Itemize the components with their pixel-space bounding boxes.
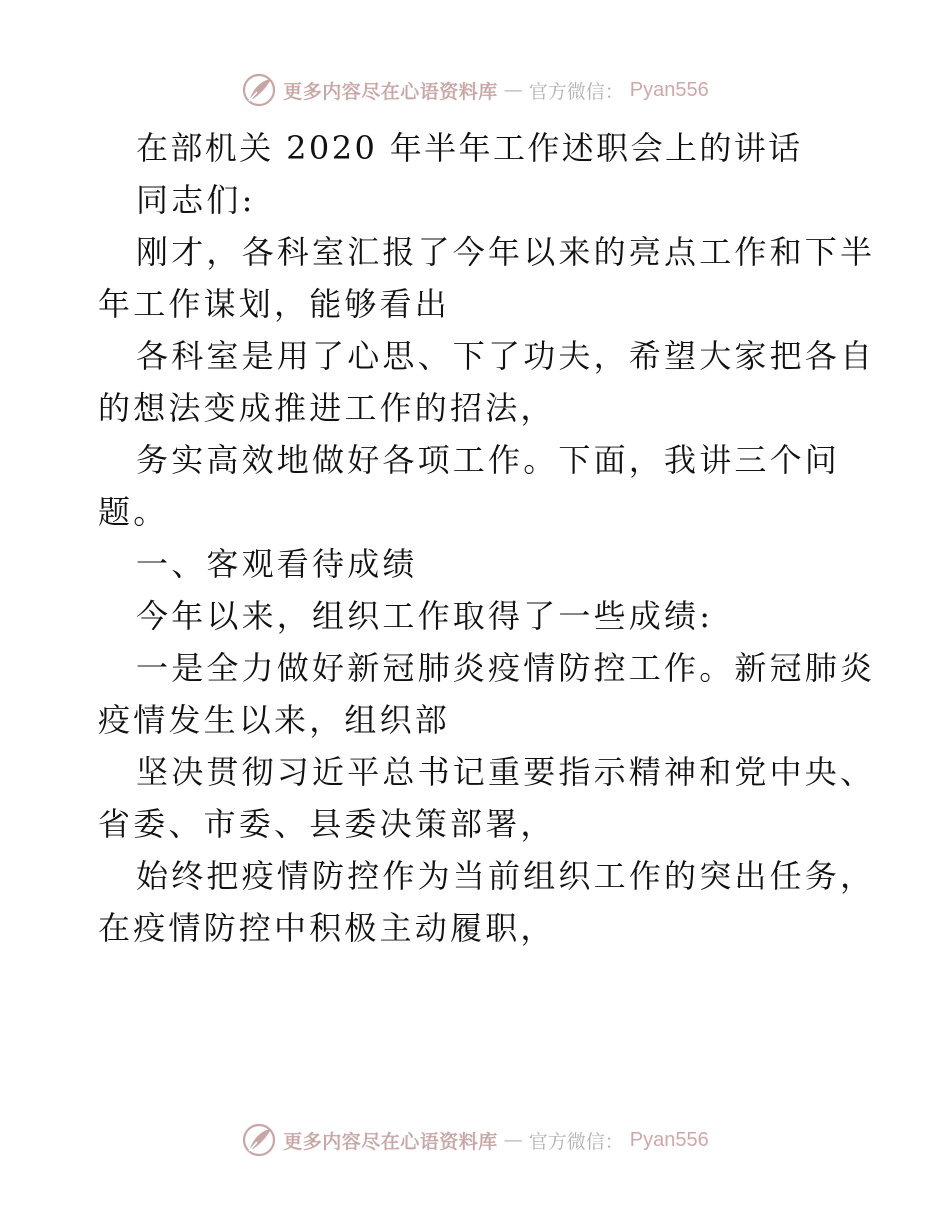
paragraph-line: 在疫情防控中积极主动履职， bbox=[98, 909, 556, 947]
paragraph-line: 坚决贯彻习近平总书记重要指示精神和党中央、 bbox=[136, 753, 876, 791]
watermark-account: Pyan556 bbox=[629, 78, 709, 101]
quill-logo-icon bbox=[241, 72, 277, 108]
watermark-site-text: 更多内容尽在心语资料库 bbox=[283, 1130, 498, 1153]
watermark-account: Pyan556 bbox=[629, 1128, 709, 1151]
paragraph-line: 题。 bbox=[98, 493, 169, 531]
paragraph-line: 务实高效地做好各项工作。下面，我讲三个问 bbox=[136, 441, 841, 479]
watermark-dash: — bbox=[503, 1129, 523, 1151]
document-title: 在部机关 2020 年半年工作述职会上的讲话 bbox=[136, 129, 803, 167]
paragraph-line: 今年以来，组织工作取得了一些成绩: bbox=[136, 597, 714, 635]
paragraph-line: 同志们: bbox=[136, 181, 256, 219]
paragraph-line: 疫情发生以来，组织部 bbox=[98, 701, 451, 739]
paragraph-line: 年工作谋划，能够看出 bbox=[98, 285, 451, 323]
section-heading: 一、客观看待成绩 bbox=[136, 545, 418, 583]
paragraph-line: 一是全力做好新冠肺炎疫情防控工作。新冠肺炎 bbox=[136, 649, 876, 687]
header-watermark bbox=[0, 70, 950, 110]
paragraph-line: 省委、市委、县委决策部署， bbox=[98, 805, 556, 843]
paragraph-line: 刚才，各科室汇报了今年以来的亮点工作和下半 bbox=[136, 233, 876, 271]
paragraph-line: 的想法变成推进工作的招法， bbox=[98, 389, 556, 427]
quill-logo-icon bbox=[241, 1122, 277, 1158]
watermark-dash: — bbox=[503, 79, 523, 101]
paragraph-line: 各科室是用了心思、下了功夫，希望大家把各自 bbox=[136, 337, 876, 375]
watermark-wechat-label: 官方微信： bbox=[528, 80, 624, 103]
watermark-wechat-label: 官方微信： bbox=[528, 1130, 624, 1153]
paragraph-line: 始终把疫情防控作为当前组织工作的突出任务， bbox=[136, 857, 876, 895]
watermark-site-text: 更多内容尽在心语资料库 bbox=[283, 80, 498, 103]
document-body bbox=[98, 122, 876, 954]
footer-watermark bbox=[0, 1120, 950, 1160]
